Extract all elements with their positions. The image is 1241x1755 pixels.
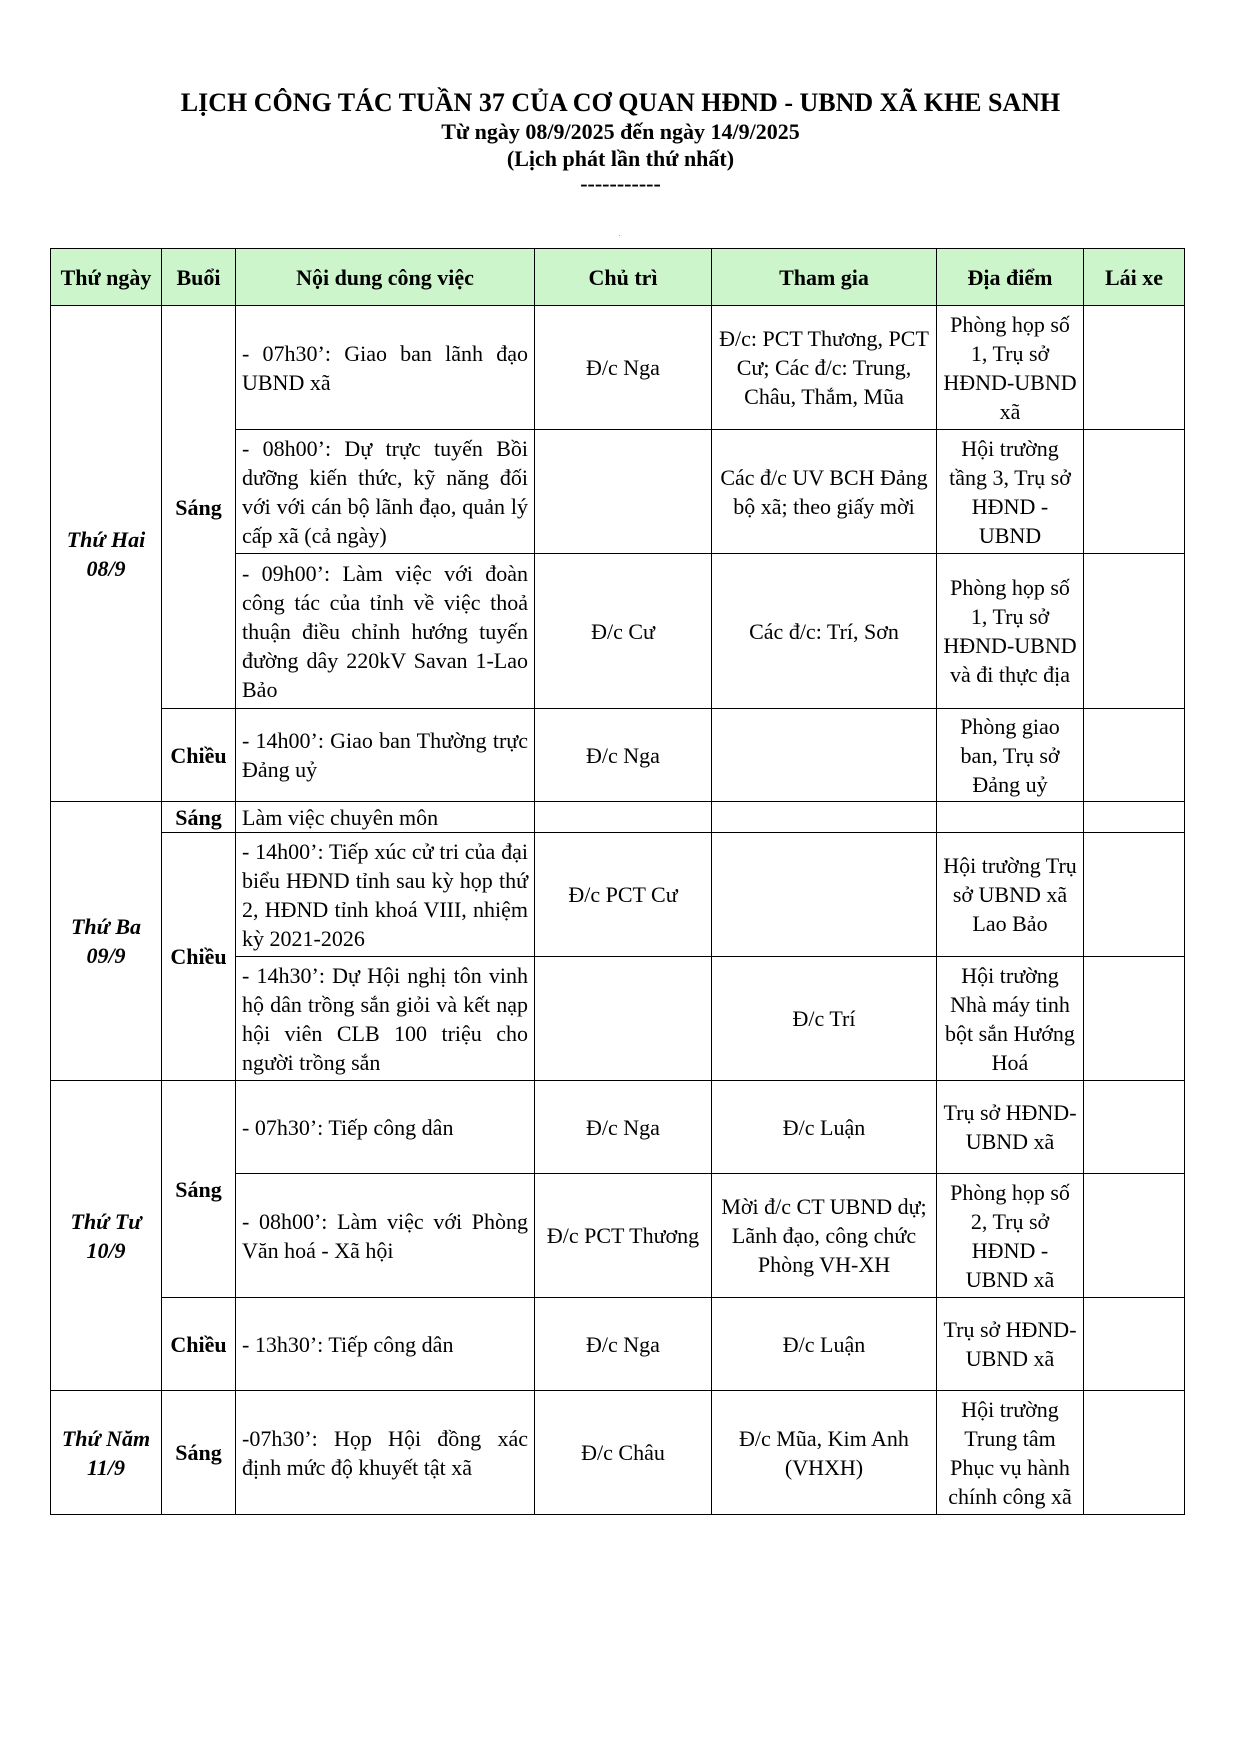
driver-cell [1084, 554, 1185, 709]
col-header-participants: Tham gia [712, 249, 937, 306]
participants-cell: Đ/c: PCT Thương, PCT Cư; Các đ/c: Trung, Châu, Thắm, Mũa [712, 306, 937, 430]
col-header-content: Nội dung công việc [236, 249, 535, 306]
driver-cell [1084, 802, 1185, 833]
day-weekday: Thứ Hai [66, 526, 146, 552]
content-cell: - 07h30’: Giao ban lãnh đạo UBND xã [236, 306, 535, 430]
driver-cell [1084, 306, 1185, 430]
col-header-driver: Lái xe [1084, 249, 1185, 306]
chair-cell [535, 802, 712, 833]
chair-cell: Đ/c Nga [535, 1298, 712, 1391]
day-date: 08/9 [86, 555, 126, 581]
location-cell: Hội trường Trụ sở UBND xã Lao Bảo [937, 833, 1084, 957]
participants-cell: Các đ/c UV BCH Đảng bộ xã; theo giấy mời [712, 430, 937, 554]
session-cell: Chiều [162, 1298, 236, 1391]
day-cell [51, 306, 162, 802]
schedule-table [50, 248, 1185, 1515]
content-cell: - 09h00’: Làm việc với đoàn công tác của tỉnh về việc thoả thuận điều chỉnh hướng tuyến đường dây 220kV Savan 1-Lao Bảo [236, 554, 535, 709]
driver-cell [1084, 1391, 1185, 1515]
participants-cell: Đ/c Luận [712, 1298, 937, 1391]
participants-cell: Mời đ/c CT UBND dự; Lãnh đạo, công chức Phòng VH-XH [712, 1174, 937, 1298]
chair-cell: Đ/c Châu [535, 1391, 712, 1515]
participants-cell: Đ/c Trí [712, 957, 937, 1081]
participants-cell [712, 709, 937, 802]
day-weekday: Thứ Ba [70, 914, 142, 939]
table-row [51, 306, 1185, 430]
participants-cell: Đ/c Luận [712, 1081, 937, 1174]
day-cell [51, 802, 162, 1081]
driver-cell [1084, 957, 1185, 1081]
col-header-chair: Chủ trì [535, 249, 712, 306]
chair-cell: Đ/c PCT Cư [535, 833, 712, 957]
chair-cell: Đ/c Nga [535, 306, 712, 430]
document-header [0, 88, 1241, 196]
driver-cell [1084, 430, 1185, 554]
header-divider: ----------- [580, 171, 661, 196]
location-cell: Phòng họp số 1, Trụ sở HĐND-UBND xã [937, 306, 1084, 430]
edition-note: (Lịch phát lần thứ nhất) [506, 146, 735, 171]
session-cell: Chiều [162, 709, 236, 802]
table-header-row [51, 249, 1185, 306]
content-cell: -07h30’: Họp Hội đồng xác định mức độ khuyết tật xã [236, 1391, 535, 1515]
table-row [51, 802, 1185, 833]
content-cell: - 13h30’: Tiếp công dân [236, 1298, 535, 1391]
session-cell: Chiều [162, 833, 236, 1081]
location-cell: Phòng họp số 1, Trụ sở HĐND-UBND và đi thực địa [937, 554, 1084, 709]
table-row [51, 709, 1185, 802]
session-cell: Sáng [162, 1081, 236, 1298]
location-cell: Hội trường Trung tâm Phục vụ hành chính công xã [937, 1391, 1084, 1515]
content-cell: - 07h30’: Tiếp công dân [236, 1081, 535, 1174]
participants-cell: Các đ/c: Trí, Sơn [712, 554, 937, 709]
driver-cell [1084, 1298, 1185, 1391]
participants-cell [712, 802, 937, 833]
schedule-title: LỊCH CÔNG TÁC TUẦN 37 CỦA CƠ QUAN HĐND - UBND XÃ KHE SANH [180, 88, 1061, 117]
date-range: Từ ngày 08/9/2025 đến ngày 14/9/2025 [441, 119, 800, 144]
participants-cell [712, 833, 937, 957]
content-cell: - 08h00’: Làm việc với Phòng Văn hoá - Xã hội [236, 1174, 535, 1298]
content-cell: - 14h30’: Dự Hội nghị tôn vinh hộ dân trồng sắn giỏi và kết nạp hội viên CLB 100 triệu cho người trồng sắn [236, 957, 535, 1081]
participants-cell: Đ/c Mũa, Kim Anh (VHXH) [712, 1391, 937, 1515]
location-cell: Trụ sở HĐND-UBND xã [937, 1298, 1084, 1391]
day-date: 10/9 [86, 1237, 126, 1263]
table-row [51, 1391, 1185, 1515]
day-date: 11/9 [87, 1454, 125, 1480]
driver-cell [1084, 833, 1185, 957]
session-cell: Sáng [162, 306, 236, 709]
location-cell [937, 802, 1084, 833]
chair-cell: Đ/c Nga [535, 1081, 712, 1174]
table-row [51, 833, 1185, 957]
stray-dot: . [619, 232, 621, 238]
day-date: 09/9 [86, 943, 126, 968]
location-cell: Trụ sở HĐND-UBND xã [937, 1081, 1084, 1174]
day-cell [51, 1081, 162, 1391]
col-header-location: Địa điểm [937, 249, 1084, 306]
table-row [51, 1081, 1185, 1174]
chair-cell: Đ/c Nga [535, 709, 712, 802]
content-cell: Làm việc chuyên môn [236, 802, 535, 833]
location-cell: Hội trường tầng 3, Trụ sở HĐND - UBND [937, 430, 1084, 554]
day-weekday: Thứ Năm [61, 1425, 151, 1451]
driver-cell [1084, 709, 1185, 802]
day-cell [51, 1391, 162, 1515]
chair-cell [535, 957, 712, 1081]
driver-cell [1084, 1174, 1185, 1298]
location-cell: Hội trường Nhà máy tinh bột sắn Hướng Hoá [937, 957, 1084, 1081]
table-row [51, 1298, 1185, 1391]
col-header-day: Thứ ngày [51, 249, 162, 306]
location-cell: Phòng giao ban, Trụ sở Đảng uỷ [937, 709, 1084, 802]
chair-cell: Đ/c PCT Thương [535, 1174, 712, 1298]
chair-cell [535, 430, 712, 554]
driver-cell [1084, 1081, 1185, 1174]
session-cell: Sáng [162, 802, 236, 833]
content-cell: - 14h00’: Giao ban Thường trực Đảng uỷ [236, 709, 535, 802]
col-header-session: Buổi [162, 249, 236, 306]
location-cell: Phòng họp số 2, Trụ sở HĐND - UBND xã [937, 1174, 1084, 1298]
chair-cell: Đ/c Cư [535, 554, 712, 709]
day-weekday: Thứ Tư [70, 1208, 142, 1234]
session-cell: Sáng [162, 1391, 236, 1515]
content-cell: - 08h00’: Dự trực tuyến Bồi dưỡng kiến thức, kỹ năng đối với với cán bộ lãnh đạo, quản lý cấp xã (cả ngày) [236, 430, 535, 554]
content-cell: - 14h00’: Tiếp xúc cử tri của đại biểu HĐND tỉnh sau kỳ họp thứ 2, HĐND tỉnh khoá VIII, nhiệm kỳ 2021-2026 [236, 833, 535, 957]
